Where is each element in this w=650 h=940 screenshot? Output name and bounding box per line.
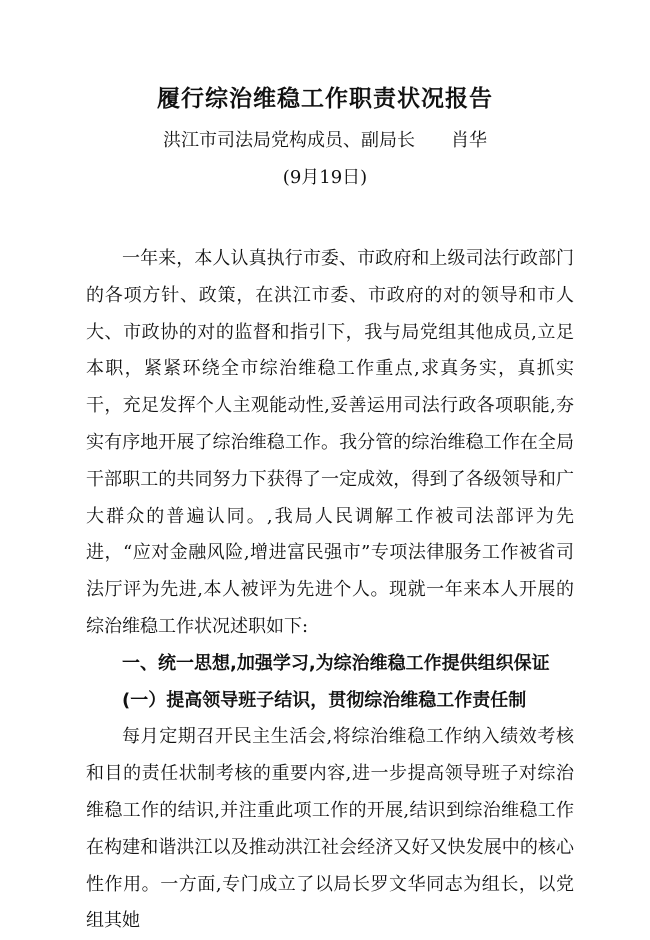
body-paragraph-2: 每月定期召开民主生活会,将综治维稳工作纳入绩效考核和目的责任状制考核的重要内容,进一步提高领导班子对综治维稳工作的结识,并注重此项工作的开展,结识到综治维稳工作在构建和谐洪江以及推动洪江社会经济又好又快发展中的核心性作用。一方面,专门成立了以局长罗文华同志为组长，以党组其她 bbox=[86, 726, 574, 932]
document-body bbox=[86, 241, 574, 940]
section-heading-1: 一、统一思想,加强学习,为综治维稳工作提供组织保证 bbox=[122, 652, 550, 674]
body-paragraph-1: 一年来，本人认真执行市委、市政府和上级司法行政部门的各项方针、政策，在洪江市委、市政府的对的领导和市人大、市政协的对的监督和指引下，我与局党组其他成员,立足本职，紧紧环绕全市综治维稳工作重点,求真务实，真抓实干，充足发挥个人主观能动性,妥善运用司法行政各项职能,夯实有序地开展了综治维稳工作。我分管的综治维稳工作在全局干部职工的共同努力下获得了一定成效，得到了各级领导和广大群众的普遍认同。,我局人民调解工作被司法部评为先进，“应对金融风险,增进富民强市”专项法律服务工作被省司法厅评为先进,本人被评为先进个人。现就一年来本人开展的综治维稳工作状况述职如下: bbox=[86, 248, 574, 637]
author-line bbox=[0, 126, 650, 152]
author-organization: 洪江市司法局党构成员、副局长 bbox=[163, 130, 415, 151]
subsection-heading-1: (一）提高领导班子结识，贯彻综治维稳工作责任制 bbox=[122, 689, 527, 711]
document-title: 履行综治维稳工作职责状况报告 bbox=[157, 86, 493, 112]
author-name: 肖华 bbox=[451, 130, 487, 151]
report-date: (9月19日) bbox=[282, 167, 368, 188]
